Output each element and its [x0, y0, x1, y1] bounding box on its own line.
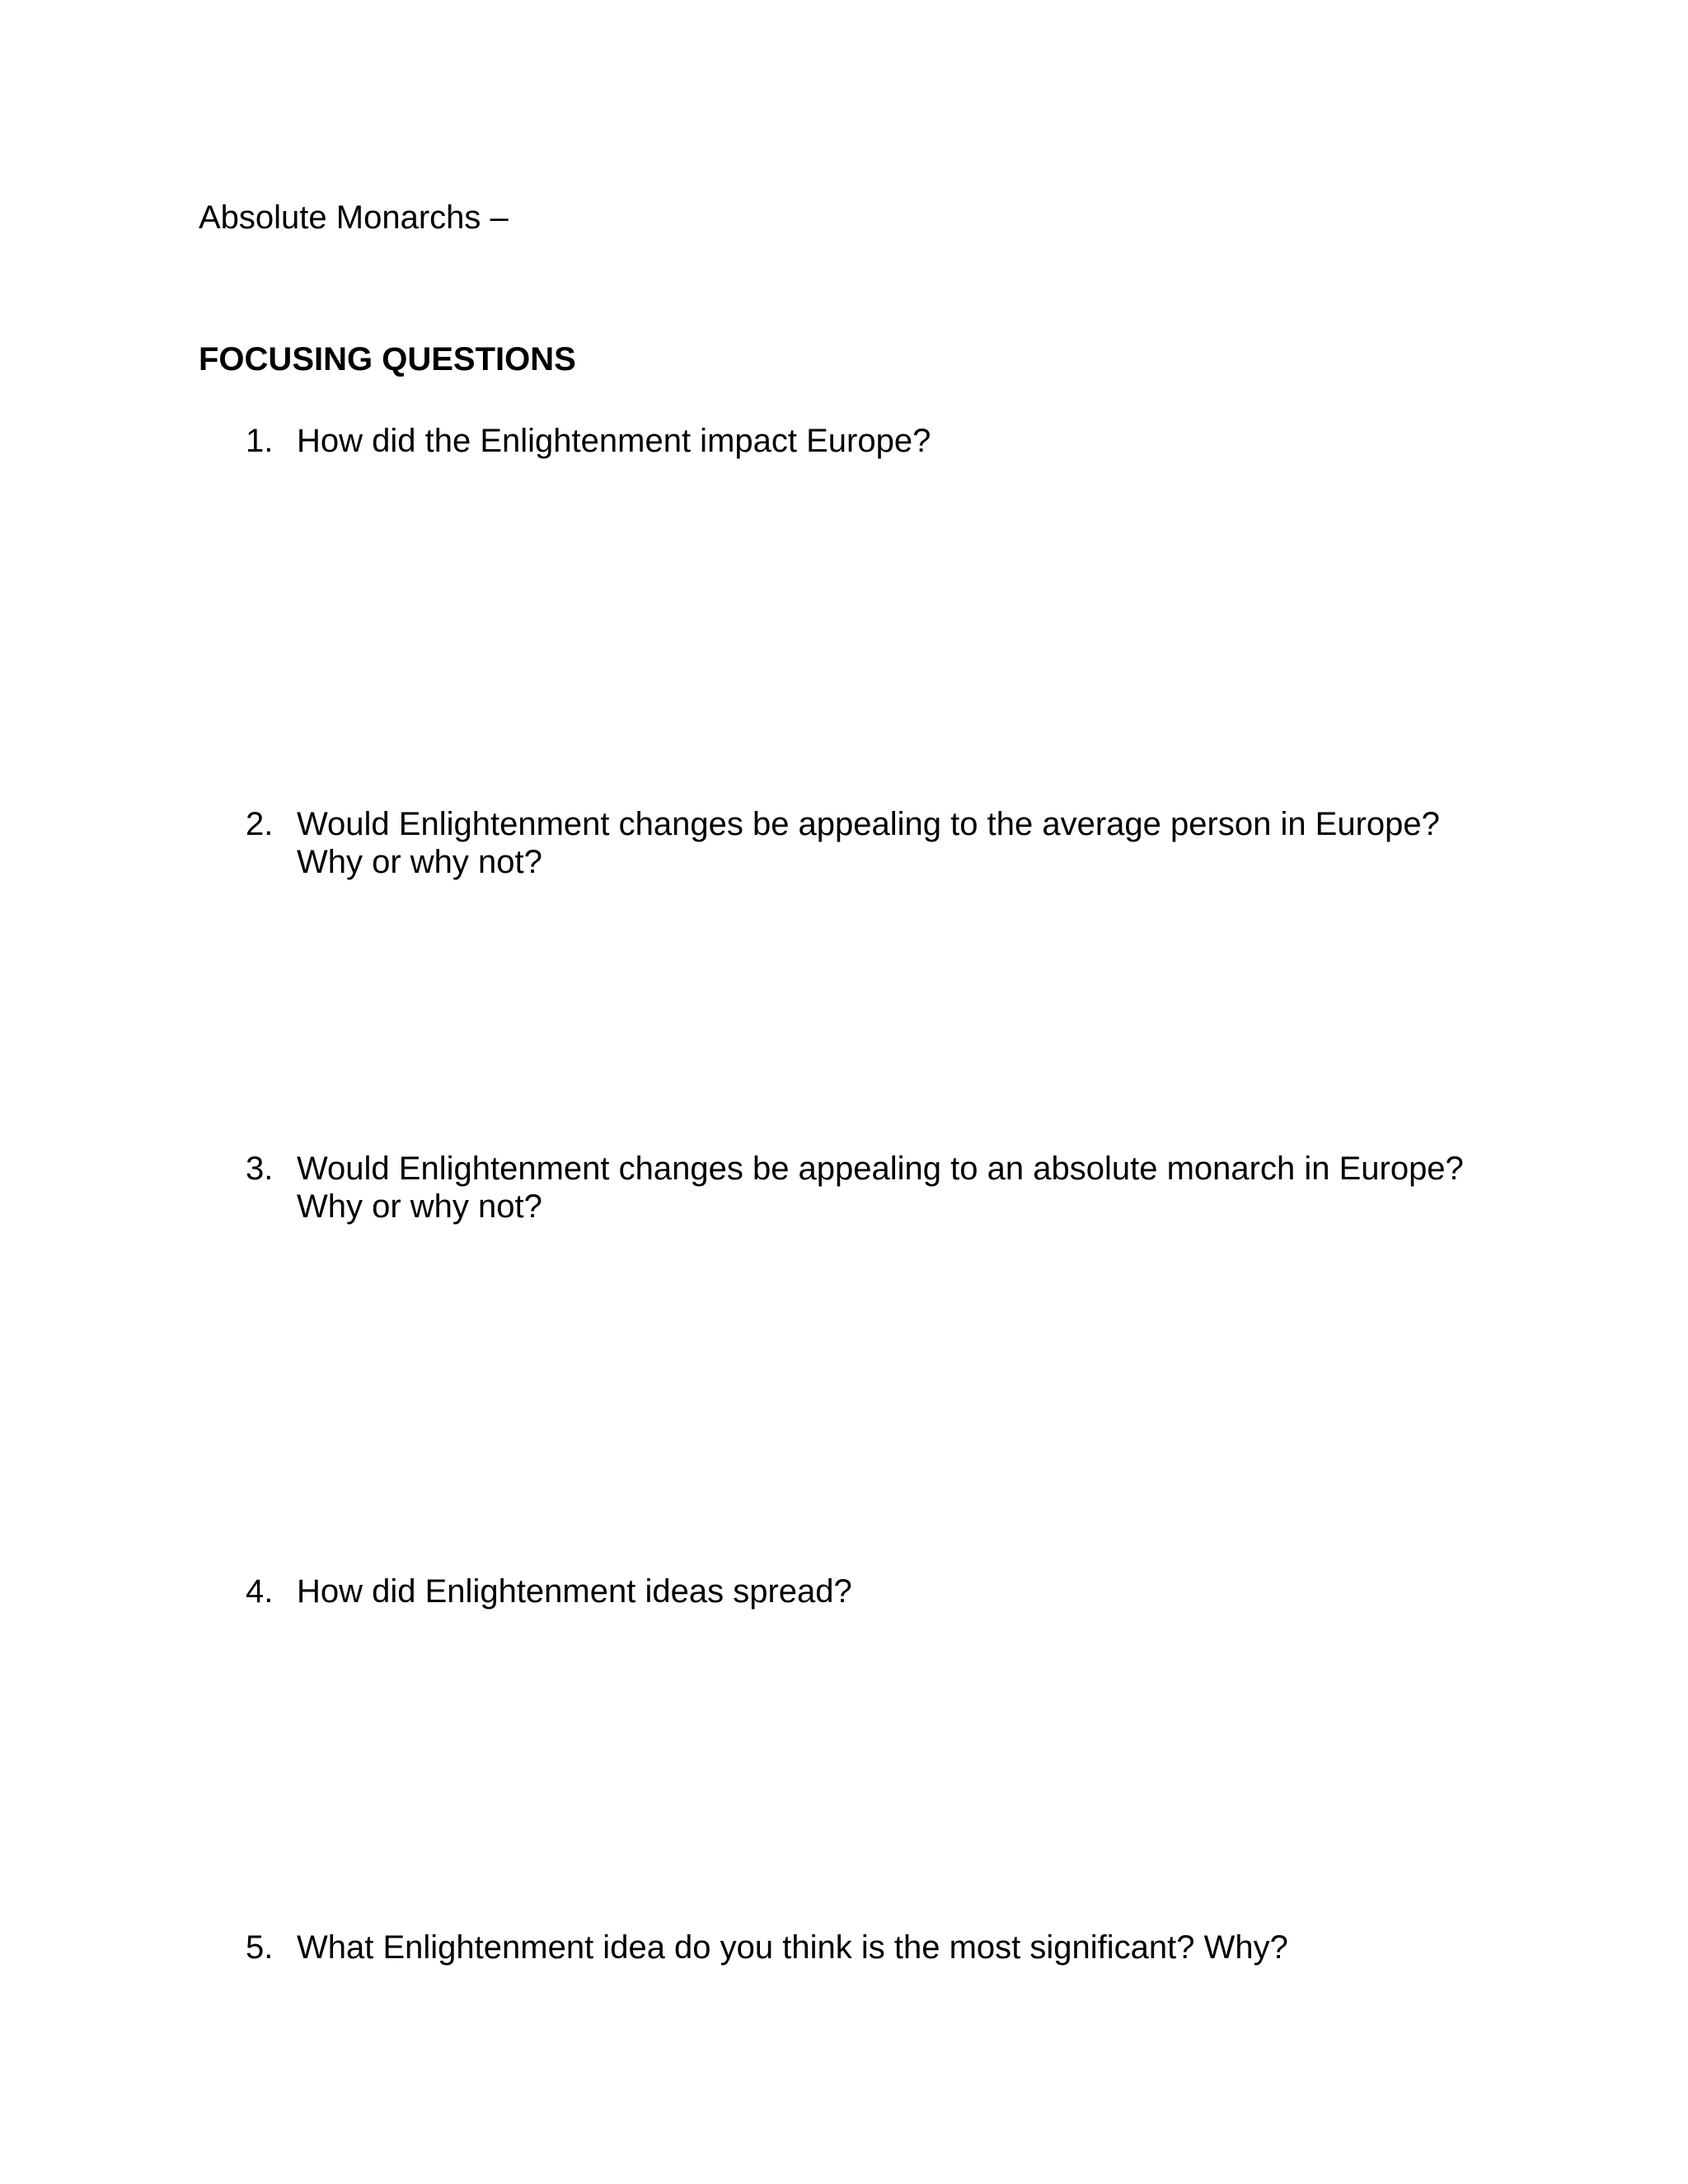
question-text: [297, 1572, 1550, 1610]
question-text: [297, 805, 1550, 881]
question-line: How did the Enlightenment impact Europe?: [297, 423, 931, 459]
question-number: 5.: [246, 1929, 274, 1966]
question-text: [297, 1929, 1550, 1966]
question-line: Why or why not?: [297, 844, 542, 880]
question-text: [297, 422, 1550, 460]
question-text: [297, 1150, 1550, 1226]
question-line: What Enlightenment idea do you think is the most significant? Why?: [297, 1929, 1288, 1966]
question-line: Would Enlightenment changes be appealing to an absolute monarch in Europe?: [297, 1151, 1464, 1187]
page-title: Absolute Monarchs –: [199, 199, 509, 236]
question-number: 1.: [246, 423, 274, 459]
section-heading: FOCUSING QUESTIONS: [199, 341, 576, 377]
question-line: Why or why not?: [297, 1188, 542, 1225]
question-number: 3.: [246, 1151, 274, 1187]
question-line: How did Enlightenment ideas spread?: [297, 1573, 852, 1610]
question-line: Would Enlightenment changes be appealing to the average person in Europe?: [297, 806, 1440, 842]
question-number: 2.: [246, 806, 274, 842]
question-number: 4.: [246, 1573, 274, 1610]
